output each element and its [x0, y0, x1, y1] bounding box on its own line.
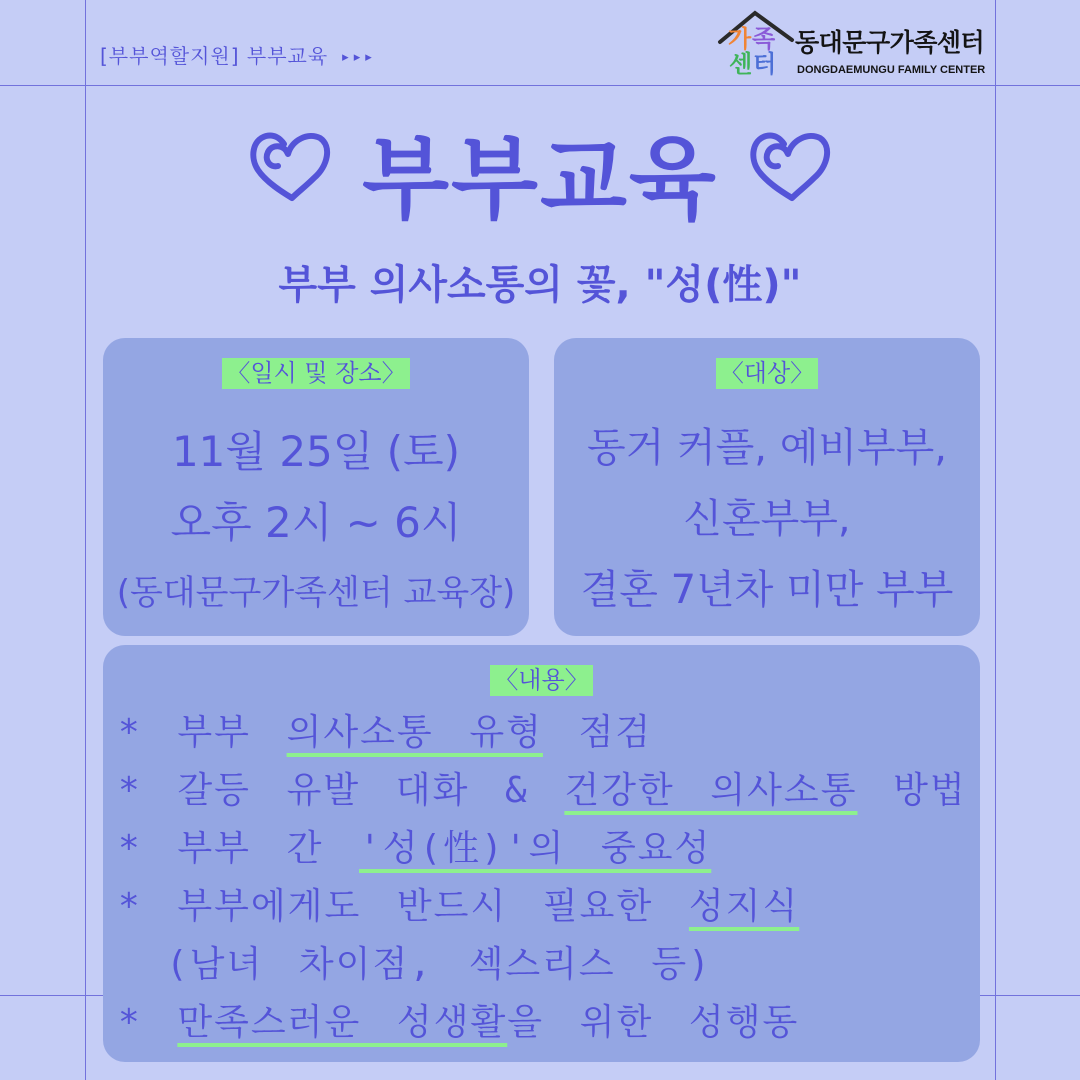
content-item	[118, 994, 972, 1052]
content-item	[118, 820, 972, 878]
content-item-text: * 갈등 유발 대화 &	[118, 770, 565, 811]
content-label	[103, 665, 980, 696]
target-line: 신혼부부,	[683, 496, 851, 542]
logo-name-english: DONGDAEMUNGU FAMILY CENTER	[797, 64, 986, 76]
heart-icon	[748, 128, 832, 202]
guide-line-top	[0, 85, 1080, 86]
content-item-highlight: 만족스러운 성생활	[177, 1002, 508, 1043]
content-item-highlight: '성(性)'의 중요성	[359, 828, 712, 869]
content-item-text: * 부부 간	[118, 828, 360, 869]
schedule-place: (동대문구가족센터 교육장)	[116, 573, 516, 613]
schedule-label	[103, 358, 529, 389]
content-item	[118, 704, 972, 762]
logo-mark-char: 센	[729, 50, 753, 78]
content-label-text: 〈내용〉	[490, 665, 592, 696]
schedule-time: 오후 2시 ~ 6시	[170, 498, 462, 547]
subtitle: 부부 의사소통의 꽃, "성(性)"	[278, 262, 802, 308]
schedule-lines	[103, 416, 529, 629]
logo-name: 동대문구가족센터	[795, 28, 985, 57]
target-label	[554, 358, 980, 389]
content-item	[118, 762, 972, 820]
content-item-highlight: 성지식	[688, 886, 800, 927]
target-label-text: 〈대상〉	[716, 358, 818, 389]
content-item-continuation: (남녀 차이점, 섹스리스 등)	[166, 944, 712, 985]
breadcrumb	[100, 44, 377, 72]
target-panel	[554, 338, 980, 636]
content-panel	[103, 645, 980, 1062]
page-title: 부부교육	[362, 127, 718, 232]
content-item-text: 을 위한 성행동	[507, 1002, 800, 1043]
target-line: 동거 커플, 예비부부,	[587, 425, 947, 471]
content-item-highlight: 의사소통 유형	[286, 712, 543, 753]
logo-mark-char: 가	[728, 25, 752, 53]
triple-arrow-icon: ▸▸▸	[342, 50, 377, 65]
schedule-date: 11월 25일 (토)	[171, 427, 461, 476]
content-item-text: *	[118, 1002, 178, 1043]
content-item-highlight: 건강한 의사소통	[564, 770, 858, 811]
target-lines	[554, 413, 980, 626]
logo-mark-char: 터	[753, 50, 777, 78]
content-item-text: 방법	[857, 770, 967, 811]
content-list	[118, 704, 972, 1052]
logo-mark-char: 족	[752, 25, 776, 53]
content-item-text: * 부부	[118, 712, 287, 753]
content-item-text: * 부부에게도 반드시 필요한	[118, 886, 689, 927]
content-item-text: 점검	[542, 712, 653, 753]
breadcrumb-text: [부부역할지원] 부부교육	[100, 44, 329, 68]
target-line: 결혼 7년차 미만 부부	[580, 567, 954, 613]
schedule-panel	[103, 338, 529, 636]
content-item	[118, 878, 972, 936]
schedule-label-text: 〈일시 및 장소〉	[222, 358, 409, 389]
